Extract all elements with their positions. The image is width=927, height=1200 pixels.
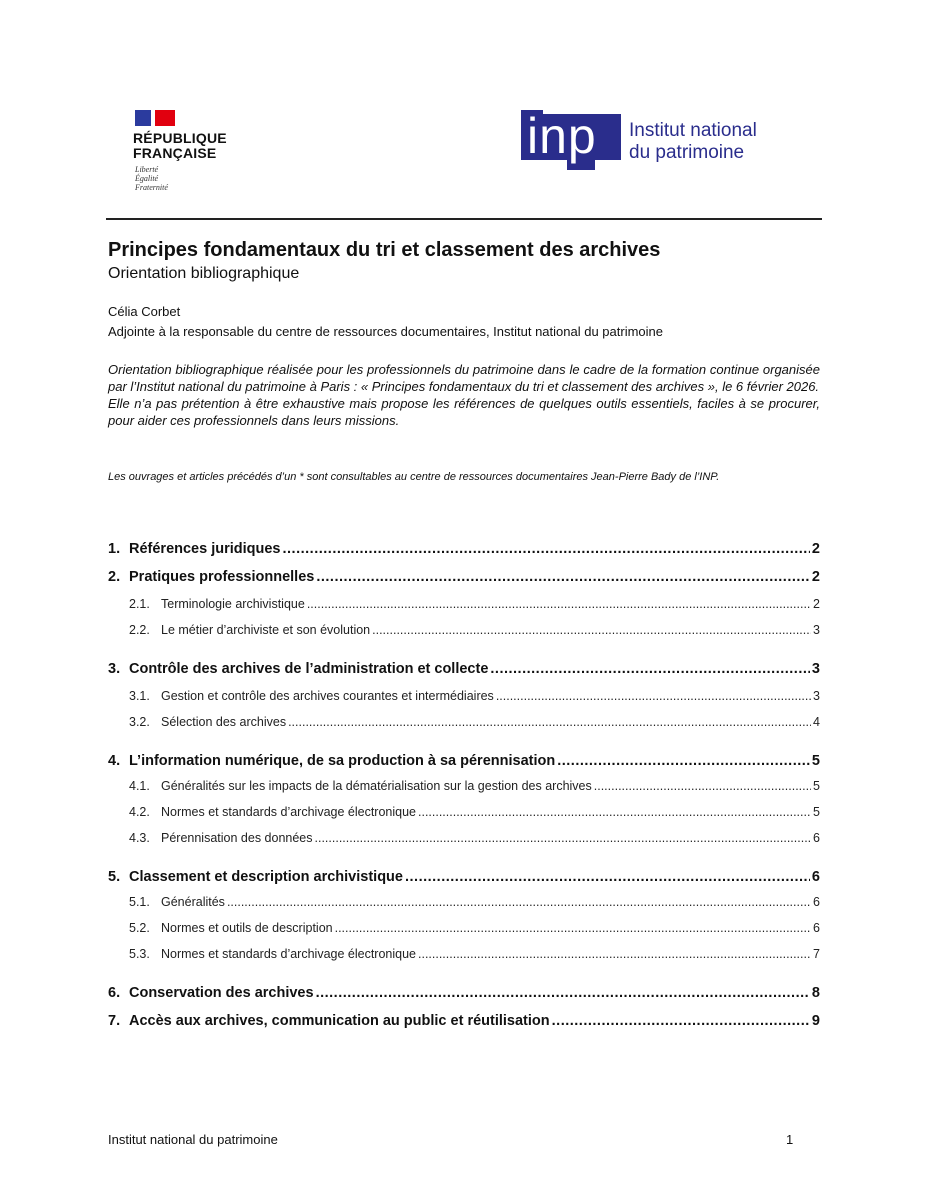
toc-entry-number: 4.3.	[129, 831, 150, 845]
marianne-flag-red-icon	[155, 110, 175, 126]
toc-subentry[interactable]	[108, 689, 820, 703]
toc-entry-number: 7.	[108, 1013, 121, 1029]
rf-name-line2: FRANÇAISE	[133, 145, 217, 161]
toc-entry-label: Pérennisation des données	[161, 831, 313, 845]
toc-entry-number: 5.2.	[129, 921, 150, 935]
footer-institution: Institut national du patrimoine	[108, 1132, 278, 1147]
toc-entry-page: 7	[813, 947, 820, 961]
toc-entry-page: 4	[813, 715, 820, 729]
toc-entry[interactable]	[108, 1013, 820, 1029]
toc-entry-label: Accès aux archives, communication au public et réutilisation	[129, 1013, 550, 1029]
inp-logo-name	[629, 120, 757, 164]
header-divider	[106, 218, 822, 220]
toc-entry-label: Normes et standards d’archivage électronique	[161, 805, 416, 819]
toc-entry[interactable]	[108, 753, 820, 769]
toc-dot-leader	[594, 779, 811, 793]
toc-entry-label: Contrôle des archives de l’administration et collecte	[129, 661, 489, 677]
toc-entry[interactable]	[108, 869, 820, 885]
rf-logo-name	[133, 131, 227, 161]
toc-subentry[interactable]	[108, 895, 820, 909]
toc-entry-number: 3.2.	[129, 715, 150, 729]
toc-entry-page: 3	[811, 661, 820, 677]
toc-entry-label: Généralités	[161, 895, 225, 909]
toc-subentry[interactable]	[108, 715, 820, 729]
toc-entry-number: 2.2.	[129, 623, 150, 637]
toc-entry-page: 2	[813, 597, 820, 611]
toc-entry-label: Conservation des archives	[129, 985, 314, 1001]
inp-logo-letters: inp	[527, 108, 597, 164]
toc-entry-page: 3	[813, 623, 820, 637]
rf-motto-fraternite: Fraternité	[135, 183, 168, 192]
toc-entry-label: Pratiques professionnelles	[129, 569, 315, 585]
toc-dot-leader	[315, 831, 812, 845]
toc-entry-page: 8	[811, 985, 820, 1001]
toc-dot-leader	[405, 869, 810, 885]
toc-entry-number: 2.	[108, 569, 121, 585]
toc-entry[interactable]	[108, 985, 820, 1001]
marianne-flag-blue-icon	[135, 110, 151, 126]
toc-entry-number: 4.2.	[129, 805, 150, 819]
toc-entry-label: Gestion et contrôle des archives courantes et intermédiaires	[161, 689, 494, 703]
toc-subentry[interactable]	[108, 623, 820, 637]
toc-dot-leader	[418, 947, 811, 961]
toc-entry-label: Classement et description archivistique	[129, 869, 403, 885]
toc-dot-leader	[418, 805, 811, 819]
toc-entry-label: Généralités sur les impacts de la dématérialisation sur la gestion des archives	[161, 779, 592, 793]
toc-dot-leader	[490, 661, 810, 677]
intro-paragraph-2: Elle n’a pas prétention à être exhaustive mais propose les références de quelques outils essentiels, faciles à se procurer, pour aider ces professionnels dans leurs missions.	[108, 396, 820, 428]
toc-dot-leader	[307, 597, 811, 611]
author-name: Célia Corbet	[108, 304, 181, 319]
toc-dot-leader	[557, 753, 810, 769]
toc-entry-number: 1.	[108, 541, 121, 557]
toc-entry-number: 3.1.	[129, 689, 150, 703]
toc-entry-label: Le métier d’archiviste et son évolution	[161, 623, 371, 637]
toc-entry-page: 6	[813, 895, 820, 909]
introduction	[108, 361, 820, 429]
toc-entry-page: 6	[811, 869, 820, 885]
inp-logo	[521, 110, 801, 175]
document-title: Principes fondamentaux du tri et classement des archives	[108, 239, 661, 261]
toc-subentry[interactable]	[108, 779, 820, 793]
toc-entry-number: 6.	[108, 985, 121, 1001]
toc-entry-page: 5	[811, 753, 820, 769]
toc-entry-label: Sélection des archives	[161, 715, 287, 729]
republique-francaise-logo	[133, 110, 243, 200]
toc-dot-leader	[316, 985, 810, 1001]
toc-dot-leader	[316, 569, 810, 585]
toc-subentry[interactable]	[108, 947, 820, 961]
toc-subentry[interactable]	[108, 831, 820, 845]
intro-paragraph-1: Orientation bibliographique réalisée pour les professionnels du patrimoine dans le cadre de la formation continue organisée par l’Institut national du patrimoine à Paris : « Principes fondamentaux du tri et classement des archives », le 6 février 2026.	[108, 362, 820, 394]
toc-entry[interactable]	[108, 541, 820, 557]
toc-entry[interactable]	[108, 569, 820, 585]
toc-subentry[interactable]	[108, 805, 820, 819]
toc-entry-page: 6	[813, 831, 820, 845]
toc-subentry[interactable]	[108, 921, 820, 935]
toc-dot-leader	[288, 715, 811, 729]
toc-entry-label: Normes et standards d’archivage électronique	[161, 947, 416, 961]
toc-entry-number: 5.	[108, 869, 121, 885]
toc-entry-page: 5	[813, 805, 820, 819]
rf-motto-liberte: Liberté	[135, 165, 159, 174]
toc-entry-page: 3	[813, 689, 820, 703]
toc-entry-number: 5.3.	[129, 947, 150, 961]
inp-name-line1: Institut national	[629, 120, 757, 141]
toc-dot-leader	[335, 921, 811, 935]
toc-entry-number: 2.1.	[129, 597, 150, 611]
author-role: Adjointe à la responsable du centre de ressources documentaires, Institut national du patrimoine	[108, 324, 663, 339]
rf-name-line1: RÉPUBLIQUE	[133, 130, 227, 146]
toc-entry-page: 9	[811, 1013, 820, 1029]
toc-dot-leader	[496, 689, 811, 703]
toc-entry-number: 5.1.	[129, 895, 150, 909]
toc-entry-page: 6	[813, 921, 820, 935]
toc-dot-leader	[552, 1013, 810, 1029]
toc-entry-label: L’information numérique, de sa production à sa pérennisation	[129, 753, 556, 769]
toc-dot-leader	[227, 895, 811, 909]
toc-entry-label: Normes et outils de description	[161, 921, 333, 935]
toc-entry-page: 5	[813, 779, 820, 793]
toc-dot-leader	[283, 541, 810, 557]
toc-entry[interactable]	[108, 661, 820, 677]
toc-entry-label: Références juridiques	[129, 541, 281, 557]
document-subtitle: Orientation bibliographique	[108, 265, 300, 282]
footer-page-number: 1	[786, 1132, 794, 1147]
toc-entry-page: 2	[811, 541, 820, 557]
toc-subentry[interactable]	[108, 597, 820, 611]
toc-entry-number: 3.	[108, 661, 121, 677]
toc-entry-page: 2	[811, 569, 820, 585]
toc-entry-number: 4.1.	[129, 779, 150, 793]
rf-motto	[135, 165, 168, 192]
toc-entry-label: Terminologie archivistique	[161, 597, 305, 611]
toc-dot-leader	[372, 623, 811, 637]
inp-name-line2: du patrimoine	[629, 142, 745, 163]
rf-motto-egalite: Égalité	[135, 174, 159, 183]
availability-note: Les ouvrages et articles précédés d’un * sont consultables au centre de ressources documentaires Jean-Pierre Bady de l’INP.	[108, 471, 720, 483]
toc-entry-number: 4.	[108, 753, 121, 769]
